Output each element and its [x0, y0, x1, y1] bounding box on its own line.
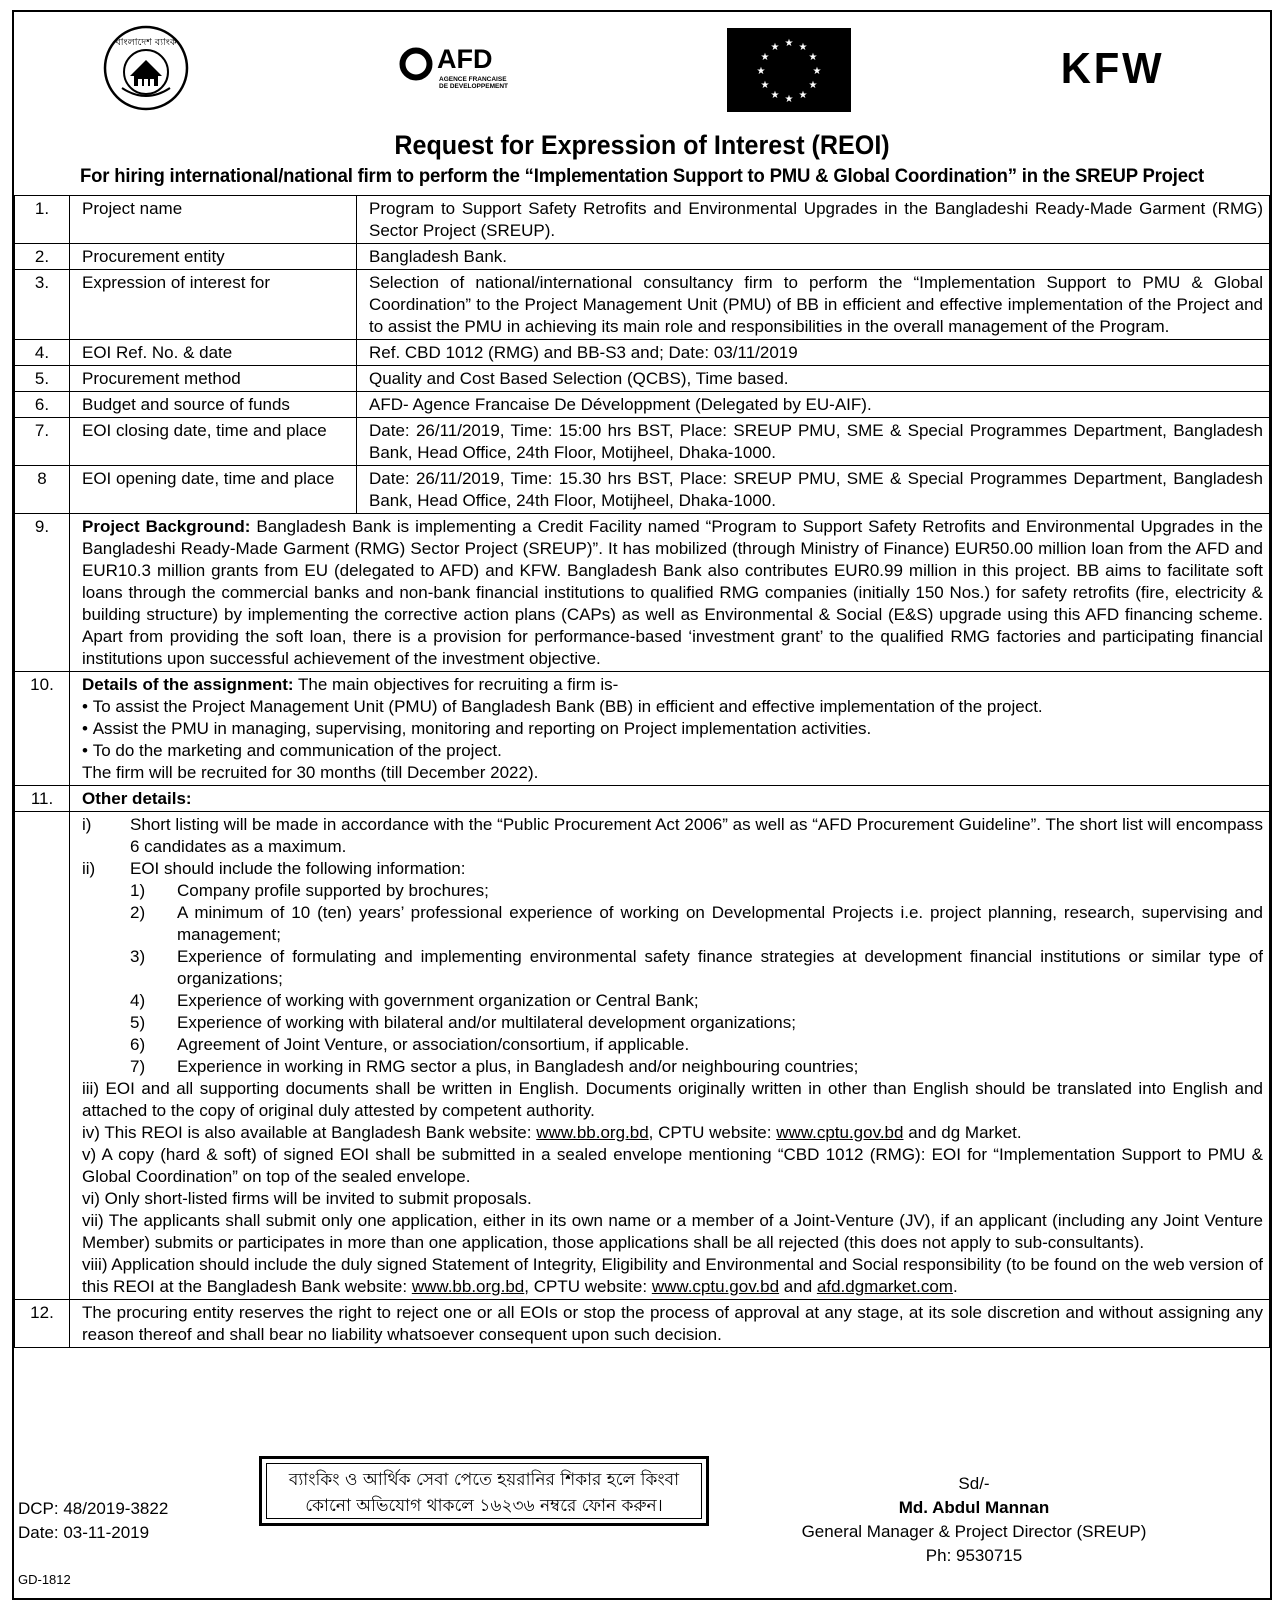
- bangladesh-bank-seal-logo: [102, 24, 190, 112]
- list-item: ii) EOI should include the following information:: [82, 859, 466, 878]
- table-row: [15, 466, 1270, 514]
- list-item: iii) EOI and all supporting documents shall be written in English. Documents originally written in other than English should be translated into English and attached to the copy of original duly attested by competent authority.: [82, 1079, 1263, 1120]
- page-title: Request for Expression of Interest (REOI): [394, 130, 890, 160]
- svg-text:★: ★: [808, 52, 818, 63]
- list-item: viii) Application should include the duly signed Statement of Integrity, Eligibility and Environmental and Social responsibility (to be found on the web version of this REOI at the Bangladesh Bank website: www.bb.org.bd, CPTU website: www.cptu.gov.bd and afd.dgmarket.com.: [82, 1255, 1263, 1296]
- row-label: EOI opening date, time and place: [70, 466, 357, 514]
- svg-text:★: ★: [798, 42, 808, 53]
- assignment-intro: The main objectives for recruiting a firm is-: [293, 675, 619, 694]
- cptu-website-link[interactable]: www.cptu.gov.bd: [776, 1123, 904, 1142]
- dgmarket-website-link[interactable]: afd.dgmarket.com: [816, 1277, 953, 1296]
- afd-tagline-1: AGENCE FRANCAISE: [439, 76, 507, 83]
- row-number: 12.: [15, 1300, 70, 1348]
- table-row: [15, 270, 1270, 340]
- signer-designation: General Manager & Project Director (SREUP): [801, 1522, 1147, 1541]
- svg-text:★: ★: [812, 66, 822, 77]
- svg-text:★: ★: [756, 66, 766, 77]
- svg-text:★: ★: [798, 90, 808, 101]
- bullet-icon: •: [82, 697, 88, 716]
- list-item: vi) Only short-listed firms will be invited to submit proposals.: [82, 1189, 532, 1208]
- signature-block: [754, 1472, 1194, 1568]
- row-value: Program to Support Safety Retrofits and Environmental Upgrades in the Bangladeshi Ready-Made Garment (RMG) Sector Project (SREUP).: [357, 196, 1270, 244]
- row-value: Date: 26/11/2019, Time: 15.30 hrs BST, Place: SREUP PMU, SME & Special Programmes Department, Bangladesh Bank, Head Office, 24th Floor, Motijheel, Dhaka-1000.: [357, 466, 1270, 514]
- dcp-number: DCP: 48/2019-3822: [18, 1499, 169, 1518]
- eoi-requirements-list: [82, 880, 1263, 1078]
- signer-name: Md. Abdul Mannan: [898, 1498, 1050, 1517]
- list-item: • To assist the Project Management Unit (PMU) of Bangladesh Bank (BB) in efficient and effective implementation of the project.: [82, 697, 1043, 716]
- row-label: Procurement method: [70, 366, 357, 392]
- list-item: 4) Experience of working with government organization or Central Bank;: [130, 991, 699, 1010]
- row-value: AFD- Agence Francaise De Développment (Delegated by EU-AIF).: [357, 392, 1270, 418]
- assignment-heading: Details of the assignment:: [82, 675, 294, 694]
- reoi-notice: [12, 10, 1272, 1600]
- afd-logo: [399, 42, 534, 102]
- sd-mark: Sd/-: [958, 1474, 990, 1493]
- row-value: Ref. CBD 1012 (RMG) and BB-S3 and; Date: 03/11/2019: [357, 340, 1270, 366]
- reoi-table: [14, 195, 1270, 1348]
- issue-date: Date: 03-11-2019: [18, 1523, 150, 1542]
- table-row: [15, 392, 1270, 418]
- list-item: 3) Experience of formulating and implementing environmental safety finance strategies at development financial institutions or similar type of organizations;: [130, 947, 1263, 988]
- afd-tagline-2: DE DEVELOPPEMENT: [439, 83, 508, 90]
- background-text: Bangladesh Bank is implementing a Credit Facility named “Program to Support Safety Retrofits and Environmental Upgrades in the Bangladeshi Ready-Made Garment (RMG) Sector Project (SREUP)”. It has mobilized (through Ministry of Finance) EUR50.00 million loan from the AFD and EUR10.3 million grants from EU (delegated to AFD) and KFW. Bangladesh Bank also contributes EUR0.99 million in this project. BB aims to facilitate soft loans through the commercial banks and non-bank financial institutions to qualified RMG companies (initially 150 Nos.) for safety retrofits (fire, electricity & building structure) by implementing the corrective action plans (CAPs) as well as Environmental & Social (E&S) upgrade using this AFD financing scheme. Apart from providing the soft loan, there is a provision for performance-based ‘investment grant’ to the qualified RMG factories and participating financial institutions upon successful achievement of the investment objective.: [82, 517, 1263, 668]
- eu-flag-logo: [727, 28, 851, 112]
- kfw-logo: KFW: [1060, 44, 1165, 93]
- notice-line-2: কোনো অভিযোগ থাকলে ১৬২৩৬ নম্বরে ফোন করুন।: [305, 1496, 663, 1516]
- gd-number: GD-1812: [18, 1572, 71, 1587]
- row-label: Budget and source of funds: [70, 392, 357, 418]
- svg-text:★: ★: [760, 52, 770, 63]
- list-item: • To do the marketing and communication of the project.: [82, 741, 502, 760]
- table-row-background: [15, 514, 1270, 672]
- list-item: v) A copy (hard & soft) of signed EOI shall be submitted in a sealed envelope mentioning “CBD 1012 (RMG): EOI for “Implementation Support to PMU & Global Coordination” on top of the sealed envelope.: [82, 1145, 1263, 1186]
- svg-text:★: ★: [808, 80, 818, 91]
- table-row: [15, 366, 1270, 392]
- table-row: [15, 196, 1270, 244]
- list-item: 6) Agreement of Joint Venture, or association/consortium, if applicable.: [130, 1035, 690, 1054]
- list-item: 2) A minimum of 10 (ten) years’ professional experience of working on Developmental Projects i.e. project planning, research, supervising and management;: [130, 903, 1263, 944]
- table-row: [15, 418, 1270, 466]
- table-row-assignment: [15, 672, 1270, 786]
- signer-phone: Ph: 9530715: [925, 1546, 1023, 1565]
- row-label: Procurement entity: [70, 244, 357, 270]
- svg-text:★: ★: [770, 90, 780, 101]
- bullet-icon: •: [82, 741, 88, 760]
- row-label: EOI Ref. No. & date: [70, 340, 357, 366]
- cptu-website-link[interactable]: www.cptu.gov.bd: [651, 1277, 780, 1296]
- row-number: 1.: [15, 196, 70, 244]
- row-number: 8: [15, 466, 70, 514]
- list-item: vii) The applicants shall submit only one application, either in its own name or a member of a Joint-Venture (JV), if an applicant (including any Joint Venture Member) submits or participates in more than one application, those applications shall be all rejected (this does not apply to sub-consultants).: [82, 1211, 1263, 1252]
- complaint-notice-box: [259, 1456, 709, 1526]
- svg-text:★: ★: [760, 80, 770, 91]
- row-number: 11.: [15, 786, 70, 812]
- bb-seal-text: বাংলাদেশ ব্যাংক: [115, 37, 177, 48]
- other-heading: Other details:: [70, 786, 1270, 812]
- row-value: Quality and Cost Based Selection (QCBS), Time based.: [357, 366, 1270, 392]
- bullet-icon: •: [82, 719, 88, 738]
- table-row-other-heading: [15, 786, 1270, 812]
- row-value: Date: 26/11/2019, Time: 15:00 hrs BST, Place: SREUP PMU, SME & Special Programmes Department, Bangladesh Bank, Head Office, 24th Floor, Motijheel, Dhaka-1000.: [357, 418, 1270, 466]
- bb-website-link[interactable]: www.bb.org.bd: [536, 1123, 649, 1142]
- table-row: [15, 244, 1270, 270]
- row-number: 4.: [15, 340, 70, 366]
- row-label: Expression of interest for: [70, 270, 357, 340]
- row-label: Project name: [70, 196, 357, 244]
- table-row-other-details: [15, 812, 1270, 1300]
- assignment-closing: The firm will be recruited for 30 months (till December 2022).: [82, 763, 539, 782]
- list-item: • Assist the PMU in managing, supervising, monitoring and reporting on Project implementation activities.: [82, 719, 872, 738]
- row-value: Bangladesh Bank.: [357, 244, 1270, 270]
- row-label: EOI closing date, time and place: [70, 418, 357, 466]
- row-number: 5.: [15, 366, 70, 392]
- afd-circle-icon: [399, 47, 433, 81]
- row-value: Selection of national/international consultancy firm to perform the “Implementation Support to PMU & Global Coordination” to the Project Management Unit (PMU) of BB in efficient and effective implementation of the Project and to assist the PMU in achieving its main role and responsibilities in the overall management of the Program.: [357, 270, 1270, 340]
- bb-website-link[interactable]: www.bb.org.bd: [411, 1277, 525, 1296]
- svg-text:★: ★: [770, 42, 780, 53]
- list-item: 5) Experience of working with bilateral and/or multilateral development organizations;: [130, 1013, 796, 1032]
- row-number: 7.: [15, 418, 70, 466]
- list-item: i) Short listing will be made in accordance with the “Public Procurement Act 2006” as well as “AFD Procurement Guideline”. The short list will encompass 6 candidates as a maximum.: [82, 815, 1263, 856]
- list-item: iv) This REOI is also available at Bangladesh Bank website: www.bb.org.bd, CPTU website: www.cptu.gov.bd and dg Market.: [82, 1123, 1022, 1142]
- footer: [14, 1442, 1270, 1602]
- svg-text:★: ★: [784, 38, 794, 49]
- row-number: 2.: [15, 244, 70, 270]
- row-number: 10.: [15, 672, 70, 786]
- table-row-reservation: [15, 1300, 1270, 1348]
- list-item: 7) Experience in working in RMG sector a plus, in Bangladesh and/or neighbouring countries;: [130, 1057, 859, 1076]
- row-number: 6.: [15, 392, 70, 418]
- logo-strip: [14, 12, 1270, 124]
- background-heading: Project Background:: [82, 517, 251, 536]
- reservation-text: The procuring entity reserves the right to reject one or all EOIs or stop the process of approval at any stage, at its sole discretion and without assigning any reason thereof and shall bear no liability whatsoever consequent upon such decision.: [70, 1300, 1270, 1348]
- afd-name: AFD: [437, 44, 493, 74]
- page-subtitle: For hiring international/national firm to perform the “Implementation Support to PMU & Global Coordination” in the SREUP Project: [80, 165, 1204, 187]
- table-row: [15, 340, 1270, 366]
- list-item: 1) Company profile supported by brochures;: [130, 881, 489, 900]
- row-number: 9.: [15, 514, 70, 672]
- svg-text:★: ★: [784, 94, 794, 105]
- row-number: 3.: [15, 270, 70, 340]
- notice-line-1: ব্যাংকিং ও আর্থিক সেবা পেতে হয়রানির শিকার হলে কিংবা: [288, 1470, 680, 1490]
